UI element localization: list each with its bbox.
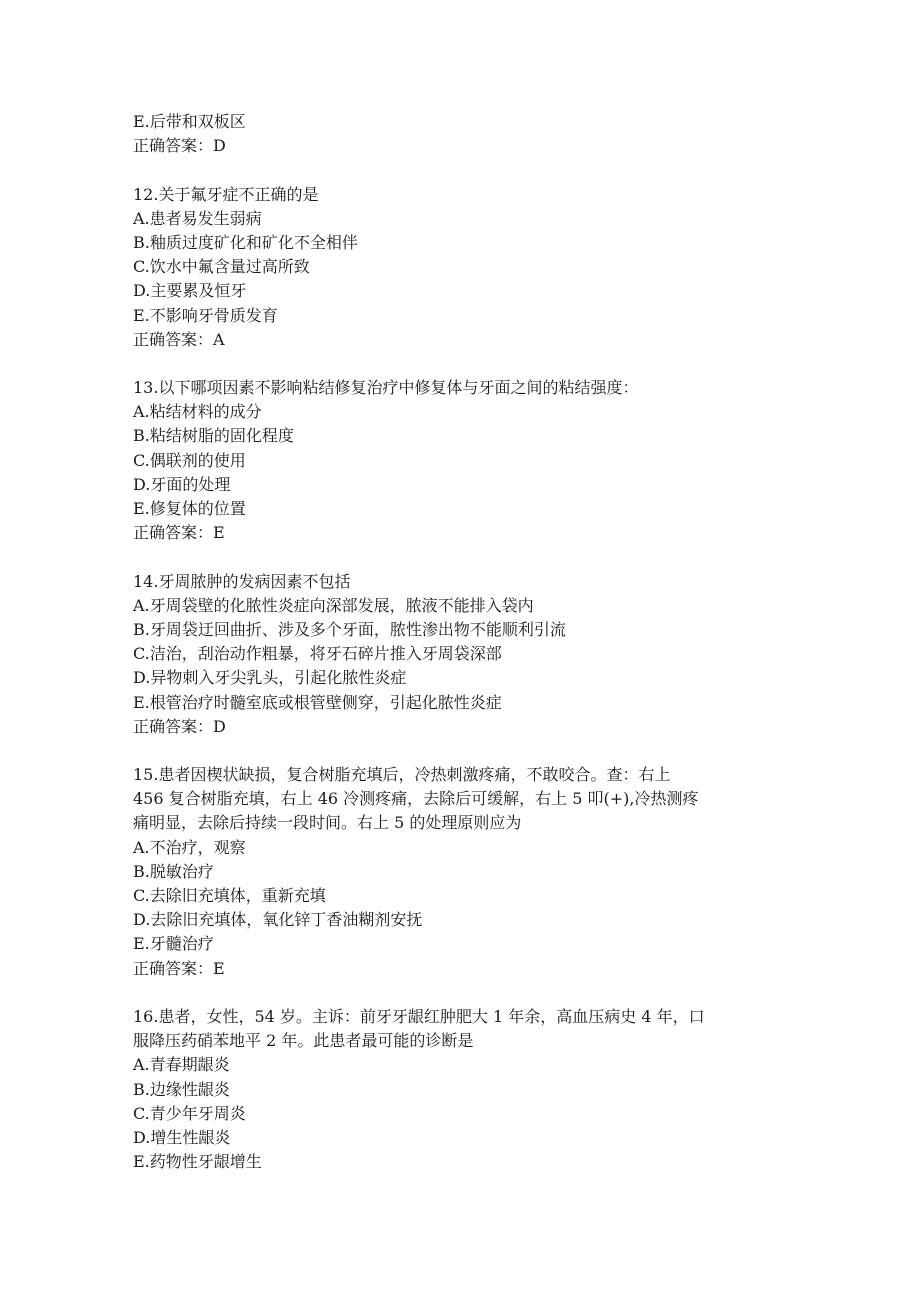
option-b: B.牙周袋迂回曲折、涉及多个牙面，脓性渗出物不能顺利引流 — [133, 619, 566, 639]
question-16 — [133, 1005, 803, 1174]
question-stem-line-1: 16.患者，女性，54 岁。主诉：前牙牙龈红肿肥大 1 年余，高血压病史 4 年，口 — [133, 1006, 705, 1026]
option-a: A.青春期龈炎 — [133, 1055, 230, 1075]
correct-answer: 正确答案：E — [133, 958, 225, 978]
option-a: A.粘结材料的成分 — [133, 402, 262, 422]
question-stem: 13.以下哪项因素不影响粘结修复治疗中修复体与牙面之间的粘结强度： — [133, 378, 639, 398]
option-b: B.脱敏治疗 — [133, 861, 214, 881]
option-d: D.去除旧充填体，氧化锌丁香油糊剂安抚 — [133, 910, 423, 930]
question-stem-line-3: 痛明显，去除后持续一段时间。右上 5 的处理原则应为 — [133, 813, 522, 833]
option-e: E.不影响牙骨质发育 — [133, 305, 278, 325]
question-12 — [133, 183, 803, 352]
option-b: B.边缘性龈炎 — [133, 1079, 230, 1099]
option-c: C.饮水中氟含量过高所致 — [133, 257, 310, 277]
option-e: E.药物性牙龈增生 — [133, 1152, 262, 1172]
option-d: D.主要累及恒牙 — [133, 281, 247, 301]
option-e: E.牙髓治疗 — [133, 934, 214, 954]
option-b: B.釉质过度矿化和矿化不全相伴 — [133, 232, 358, 252]
question-stem: 12.关于氟牙症不正确的是 — [133, 184, 319, 204]
correct-answer: 正确答案：A — [133, 329, 225, 349]
option-d: D.牙面的处理 — [133, 474, 231, 494]
option-c: C.去除旧充填体，重新充填 — [133, 886, 326, 905]
option-c: C.洁治，刮治动作粗暴，将牙石碎片推入牙周袋深部 — [133, 644, 502, 664]
correct-answer: 正确答案：D — [133, 716, 226, 736]
option-e: E.后带和双板区 — [133, 112, 246, 131]
document-page — [133, 110, 803, 1198]
question-14 — [133, 570, 803, 739]
question-stem: 14.牙周脓肿的发病因素不包括 — [133, 571, 351, 591]
option-a: A.患者易发生弱病 — [133, 208, 262, 228]
option-d: D.异物刺入牙尖乳头，引起化脓性炎症 — [133, 668, 407, 688]
question-13 — [133, 376, 803, 545]
question-stem-line-2: 服降压药硝苯地平 2 年。此患者最可能的诊断是 — [133, 1031, 474, 1051]
option-c: C.青少年牙周炎 — [133, 1103, 246, 1123]
correct-answer: 正确答案：E — [133, 523, 225, 543]
question-stem-line-1: 15.患者因楔状缺损，复合树脂充填后，冷热刺激疼痛，不敢咬合。查：右上 — [133, 765, 671, 785]
previous-question-tail — [133, 110, 803, 158]
option-a: A.牙周袋壁的化脓性炎症向深部发展，脓液不能排入袋内 — [133, 595, 534, 615]
option-b: B.粘结树脂的固化程度 — [133, 426, 294, 446]
question-stem-line-2: 456 复合树脂充填，右上 46 冷测疼痛，去除后可缓解，右上 5 叩(+),冷热测疼 — [133, 789, 699, 809]
correct-answer: 正确答案：D — [133, 136, 226, 156]
question-15 — [133, 763, 803, 981]
option-a: A.不治疗，观察 — [133, 837, 246, 857]
option-d: D.增生性龈炎 — [133, 1127, 231, 1147]
option-e: E.修复体的位置 — [133, 499, 246, 518]
option-e: E.根管治疗时髓室底或根管壁侧穿，引起化脓性炎症 — [133, 692, 502, 712]
option-c: C.偶联剂的使用 — [133, 450, 246, 470]
